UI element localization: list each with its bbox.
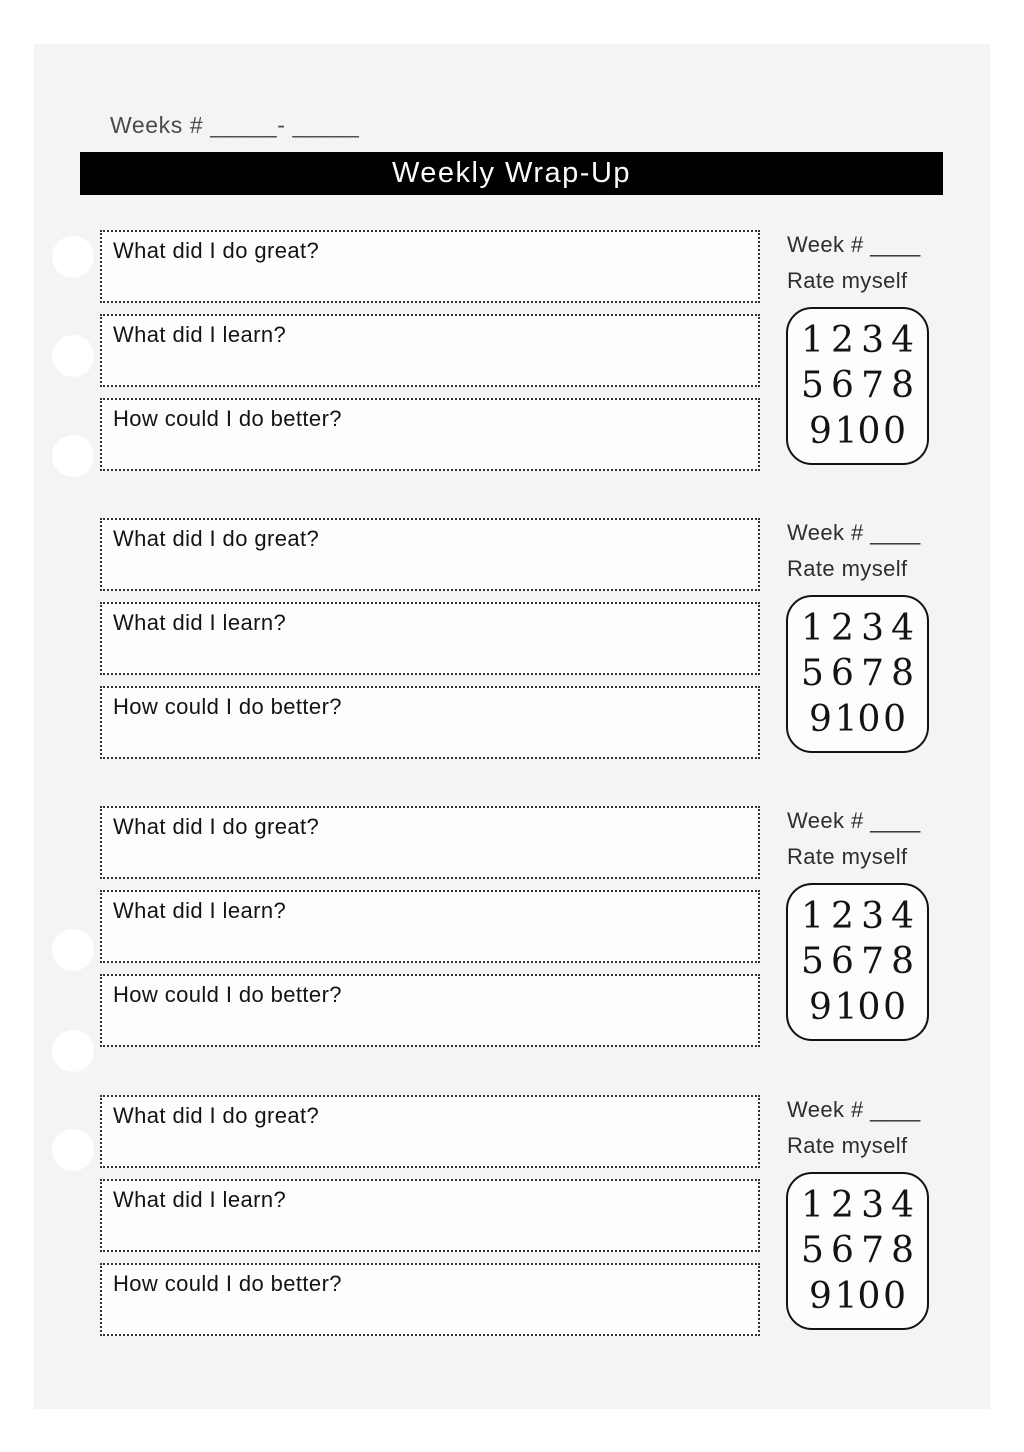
prompt-great-label: What did I do great? <box>113 526 320 551</box>
rating-row <box>788 941 927 982</box>
answer-box-better[interactable] <box>100 974 760 1047</box>
rating-number-1[interactable]: 1 <box>801 1184 824 1226</box>
page-title: Weekly Wrap-Up <box>391 157 632 189</box>
title-banner <box>80 152 943 195</box>
rating-number-4[interactable]: 4 <box>891 607 914 649</box>
rating-number-1[interactable]: 1 <box>801 895 824 937</box>
rate-myself-label: Rate myself <box>787 1133 908 1158</box>
rating-number-4[interactable]: 4 <box>891 319 914 361</box>
rating-number-3[interactable]: 3 <box>861 1184 884 1226</box>
week-number-field[interactable]: Week # ____ <box>787 808 921 833</box>
rating-row <box>788 698 927 740</box>
rating-number-10[interactable]: 10 <box>834 410 881 452</box>
rating-number-10[interactable]: 10 <box>834 698 881 740</box>
rating-number-10[interactable]: 10 <box>834 986 881 1028</box>
rating-number-5[interactable]: 5 <box>801 941 824 982</box>
rating-number-5[interactable]: 5 <box>801 365 824 406</box>
rating-row <box>788 1184 927 1226</box>
answer-box-better[interactable] <box>100 1263 760 1336</box>
rating-number-7[interactable]: 7 <box>861 653 884 694</box>
binder-hole <box>52 1129 94 1171</box>
week-section-3 <box>100 806 930 1047</box>
prompt-better-label: How could I do better? <box>113 1271 342 1296</box>
rate-myself-label: Rate myself <box>787 268 908 293</box>
rating-number-3[interactable]: 3 <box>861 607 884 649</box>
rating-number-8[interactable]: 8 <box>891 1230 914 1271</box>
prompt-learn-label: What did I learn? <box>113 322 287 347</box>
rating-number-8[interactable]: 8 <box>891 941 914 982</box>
weeks-range-field[interactable]: Weeks # _____- _____ <box>110 112 360 138</box>
rating-number-0[interactable]: 0 <box>883 698 906 740</box>
answer-box-better[interactable] <box>100 398 760 471</box>
prompt-great-label: What did I do great? <box>113 1103 320 1128</box>
answer-box-learn[interactable] <box>100 890 760 963</box>
answer-box-learn[interactable] <box>100 602 760 675</box>
rating-row <box>788 319 927 361</box>
rating-row <box>788 1230 927 1271</box>
rating-row <box>788 1275 927 1317</box>
rating-number-0[interactable]: 0 <box>883 986 906 1028</box>
answer-box-learn[interactable] <box>100 314 760 387</box>
rating-number-7[interactable]: 7 <box>861 365 884 406</box>
rating-number-7[interactable]: 7 <box>861 941 884 982</box>
rating-row <box>788 895 927 937</box>
answer-box-great[interactable] <box>100 230 760 303</box>
rating-row <box>788 653 927 694</box>
rating-number-8[interactable]: 8 <box>891 365 914 406</box>
answer-box-learn[interactable] <box>100 1179 760 1252</box>
prompt-great-label: What did I do great? <box>113 814 320 839</box>
rating-number-1[interactable]: 1 <box>801 319 824 361</box>
week-number-field[interactable]: Week # ____ <box>787 1097 921 1122</box>
week-section-1 <box>100 230 930 471</box>
prompt-better-label: How could I do better? <box>113 982 342 1007</box>
rating-number-5[interactable]: 5 <box>801 653 824 694</box>
prompt-learn-label: What did I learn? <box>113 610 287 635</box>
week-number-field[interactable]: Week # ____ <box>787 232 921 257</box>
rating-number-9[interactable]: 9 <box>809 410 832 452</box>
week-section-4 <box>100 1095 930 1336</box>
rating-number-9[interactable]: 9 <box>809 698 832 740</box>
rate-myself-label: Rate myself <box>787 844 908 869</box>
binder-hole <box>52 929 94 971</box>
rating-scale <box>786 1172 929 1330</box>
rating-row <box>788 365 927 406</box>
rating-number-6[interactable]: 6 <box>831 365 854 406</box>
rating-number-9[interactable]: 9 <box>809 986 832 1028</box>
binder-hole <box>52 435 94 477</box>
prompt-better-label: How could I do better? <box>113 694 342 719</box>
rating-number-6[interactable]: 6 <box>831 653 854 694</box>
rating-row <box>788 986 927 1028</box>
answer-box-better[interactable] <box>100 686 760 759</box>
rating-number-2[interactable]: 2 <box>831 607 854 649</box>
rating-number-2[interactable]: 2 <box>831 319 854 361</box>
rating-number-6[interactable]: 6 <box>831 941 854 982</box>
rate-myself-label: Rate myself <box>787 556 908 581</box>
rating-scale <box>786 595 929 753</box>
prompt-learn-label: What did I learn? <box>113 1187 287 1212</box>
rating-number-5[interactable]: 5 <box>801 1230 824 1271</box>
rating-number-2[interactable]: 2 <box>831 1184 854 1226</box>
week-number-field[interactable]: Week # ____ <box>787 520 921 545</box>
rating-number-2[interactable]: 2 <box>831 895 854 937</box>
binder-hole <box>52 335 94 377</box>
rating-number-0[interactable]: 0 <box>883 410 906 452</box>
rating-number-4[interactable]: 4 <box>891 1184 914 1226</box>
rating-number-7[interactable]: 7 <box>861 1230 884 1271</box>
binder-hole <box>52 1030 94 1072</box>
answer-box-great[interactable] <box>100 1095 760 1168</box>
rating-number-3[interactable]: 3 <box>861 319 884 361</box>
rating-number-9[interactable]: 9 <box>809 1275 832 1317</box>
rating-row <box>788 607 927 649</box>
rating-row <box>788 410 927 452</box>
prompt-learn-label: What did I learn? <box>113 898 287 923</box>
week-section-2 <box>100 518 930 759</box>
rating-number-8[interactable]: 8 <box>891 653 914 694</box>
rating-scale <box>786 883 929 1041</box>
binder-hole <box>52 236 94 278</box>
rating-number-3[interactable]: 3 <box>861 895 884 937</box>
rating-scale <box>786 307 929 465</box>
rating-number-1[interactable]: 1 <box>801 607 824 649</box>
rating-number-10[interactable]: 10 <box>834 1275 881 1317</box>
answer-box-great[interactable] <box>100 806 760 879</box>
rating-number-0[interactable]: 0 <box>883 1275 906 1317</box>
rating-number-4[interactable]: 4 <box>891 895 914 937</box>
answer-box-great[interactable] <box>100 518 760 591</box>
prompt-better-label: How could I do better? <box>113 406 342 431</box>
rating-number-6[interactable]: 6 <box>831 1230 854 1271</box>
prompt-great-label: What did I do great? <box>113 238 320 263</box>
